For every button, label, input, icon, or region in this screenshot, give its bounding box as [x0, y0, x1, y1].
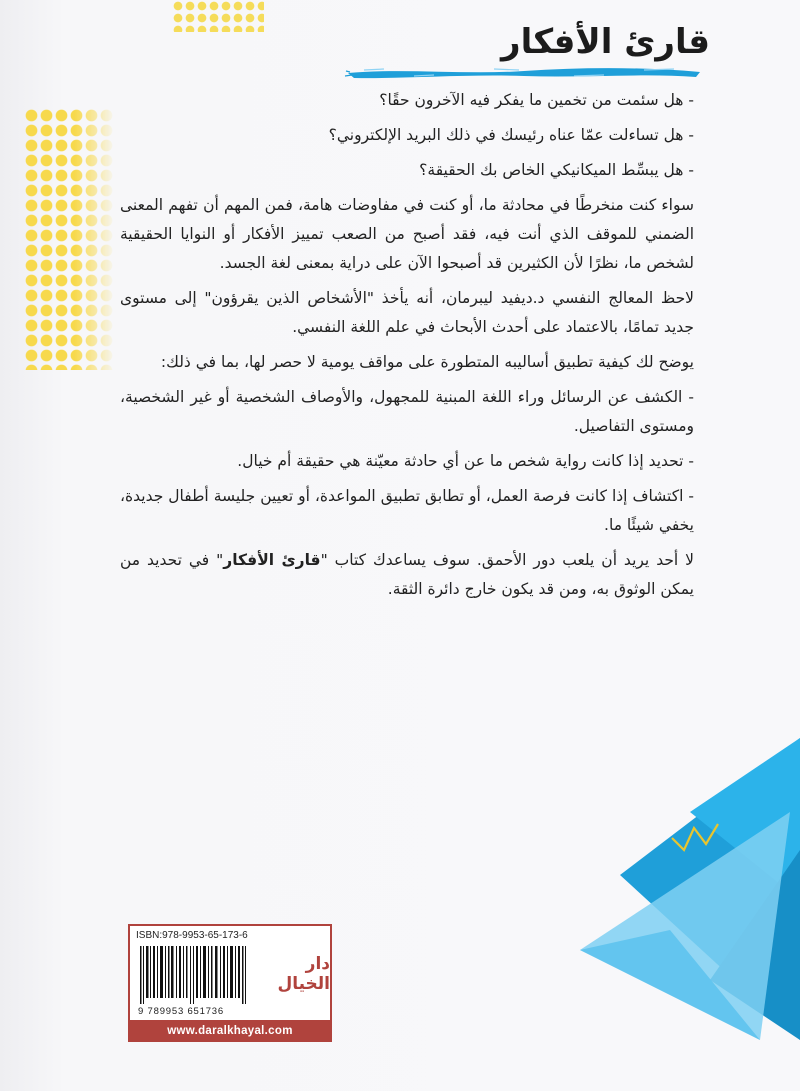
brush-underline [344, 64, 704, 80]
bullet-2: - تحديد إذا كانت رواية شخص ما عن أي حادثة معيّنة هي حقيقة أم خيال. [237, 452, 694, 470]
question-2: - هل تساءلت عمّا عناه رئيسك في ذلك البريد الإلكتروني؟ [328, 126, 694, 144]
decorative-dots-top [172, 0, 264, 32]
question-1: - هل سئمت من تخمين ما يفكر فيه الآخرون حقًا؟ [379, 91, 694, 109]
barcode [138, 946, 248, 1004]
closing-paragraph [120, 546, 694, 604]
bullet-3: - اكتشاف إذا كانت فرصة العمل، أو تطابق تطبيق المواعدة، أو تعيين جليسة أطفال جديدة، يخفي شيئًا ما. [120, 487, 694, 534]
blurb [120, 86, 694, 610]
closing-book-title: قارئ الأفكار [223, 551, 321, 569]
publisher-logo: دار الخيال [277, 954, 330, 994]
barcode-number: 9 789953 651736 [138, 1006, 224, 1017]
paragraph-2: لاحظ المعالج النفسي د.ديفيد ليبرمان، أنه يأخذ "الأشخاص الذين يقرؤون" إلى مستوى جديد تمامًا، بالاعتماد على أحدث الأبحاث في علم اللغة النفسي. [120, 289, 694, 336]
book-title: قارئ الأفكار [501, 22, 710, 62]
barcode-box [128, 924, 332, 1020]
decorative-dots-left [24, 108, 116, 370]
paragraph-1: سواء كنت منخرطًا في محادثة ما، أو كنت في مفاوضات هامة، فمن المهم أن تفهم المعنى الضمني للموقف الذي أنت فيه، فقد أصبح من الصعب تمييز الأفكار أو النوايا الحقيقية لشخص ما، نظرًا لأن الكثيرين قد أصبحوا الآن على دراية بمعنى لغة الجسد. [120, 196, 694, 272]
closing-part-1: لا أحد يريد أن يلعب دور الأحمق. سوف يساعدك كتاب " [320, 551, 694, 569]
bullet-1: - الكشف عن الرسائل وراء اللغة المبنية للمجهول، والأوصاف الشخصية أو غير الشخصية، ومستوى التفاصيل. [120, 388, 694, 435]
decorative-triangles [560, 720, 800, 1040]
website-bar [128, 1020, 332, 1042]
paragraph-3: يوضح لك كيفية تطبيق أساليبه المتطورة على مواقف يومية لا حصر لها، بما في ذلك: [160, 353, 694, 371]
closing-part-2: " في تحديد من يمكن الوثوق به، ومن قد يكون خارج دائرة الثقة. [120, 551, 694, 598]
question-3: - هل يبسِّط الميكانيكي الخاص بك الحقيقة؟ [419, 161, 694, 179]
isbn-label: ISBN:978-9953-65-173-6 [136, 930, 248, 941]
website-url: www.daralkhayal.com [167, 1025, 293, 1037]
